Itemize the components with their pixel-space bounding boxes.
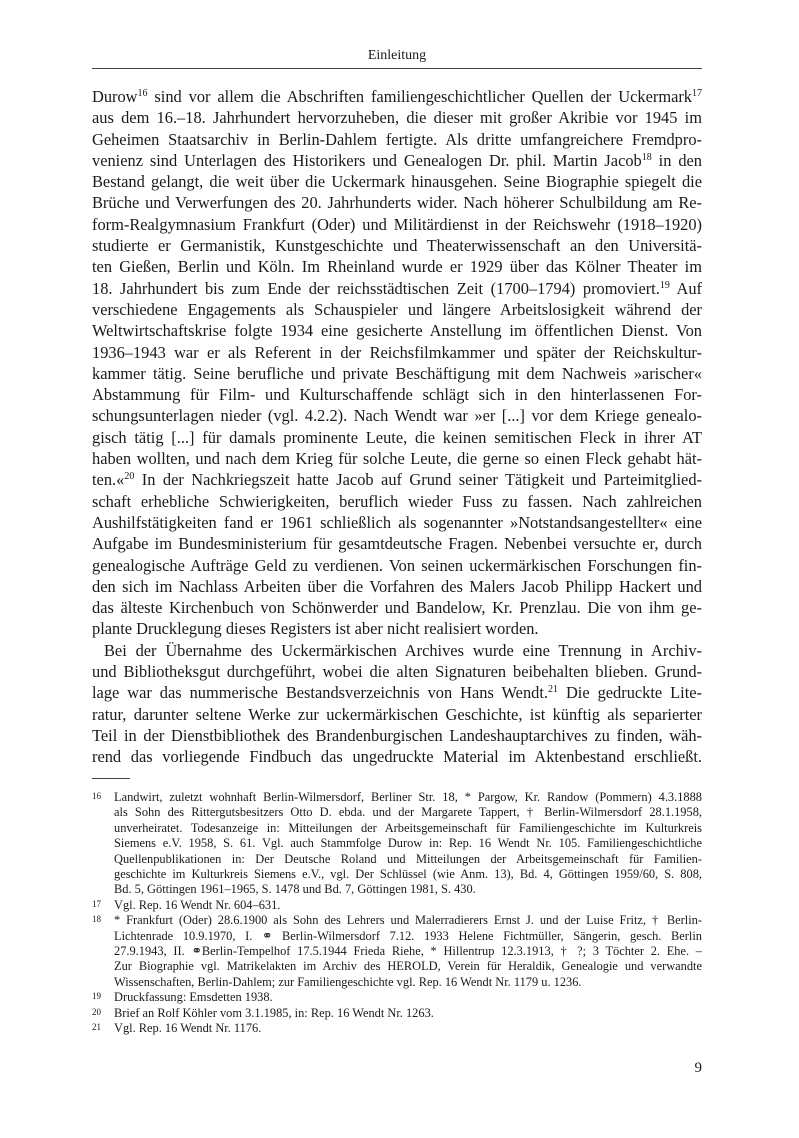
footnote [92, 913, 702, 990]
body-text-run: Brüche und Verwerfungen des 20. Jahrhunderts wider. Nach höherer Schulbildung am Re- [92, 193, 702, 213]
footnote-line: Bd. 5, Göttingen 1961–1965, S. 1478 und Bd. 7, Göttingen 1981, S. 430. [114, 882, 476, 897]
page-number: 9 [694, 1060, 702, 1076]
body-text [92, 86, 702, 768]
footnote [92, 1021, 702, 1036]
footnote-number: 19 [92, 991, 101, 1002]
body-text-run: schungsunterlagen nieder (vgl. 4.2.2). Nach Wendt war »er [...] vor dem Kriege genealo- [92, 406, 702, 426]
footnote-line: Lichtenrade 10.9.1970, I. ⚭ Berlin-Wilmersdorf 7.12. 1933 Helene Fichtmüller, Sängerin, gesch. Berlin [114, 928, 702, 943]
footnote-line: unverheiratet. Todesanzeige in: Mitteilungen der Arbeitsgemeinschaft für Familiengeschichte im Kulturkreis [114, 820, 702, 835]
footnote-ref: 20 [124, 471, 135, 483]
body-text-run: sind vor allem die Abschriften familiengeschichtlicher Quellen der Uckermark [147, 87, 692, 106]
footnote-line: Landwirt, zuletzt wohnhaft Berlin-Wilmersdorf, Berliner Str. 18, * Pargow, Kr. Randow (Pommern) 4.3.1888 [114, 790, 702, 804]
body-text-run: 18. Jahrhundert bis zum Ende der reichsstädtischen Zeit (1700–1794) promoviert. [92, 278, 660, 298]
footnote-line: Druckfassung: Emsdetten 1938. [114, 990, 273, 1005]
body-line [92, 555, 702, 576]
footnote [92, 898, 702, 913]
body-line [92, 299, 702, 320]
footnote-line: Vgl. Rep. 16 Wendt Nr. 1176. [114, 1021, 262, 1036]
body-line [92, 491, 702, 512]
body-line [92, 640, 702, 661]
footnote-ref: 18 [641, 151, 652, 163]
body-line [92, 704, 702, 725]
body-text-run: Aufgabe im Bundesministerium für gesamtdeutsche Fragen. Nebenbei versuchte er, durch [92, 534, 702, 554]
footnote-rule [92, 778, 130, 779]
body-line [92, 512, 702, 533]
body-text-run: Geheimen Staatsarchiv in Berlin-Dahlem fertigte. Als dritte umfangreichere Fremdpro- [92, 129, 702, 149]
footnote-number: 21 [92, 1022, 101, 1033]
footnote-ref: 19 [659, 279, 670, 291]
body-text-run: 1936–1943 war er als Referent in der Reichsfilmkammer und später der Reichskultur- [92, 342, 702, 362]
body-text-run: studierte er Germanistik, Kunstgeschichte und Theaterwissenschaft an den Universitä- [92, 236, 702, 256]
footnote-line: Vgl. Rep. 16 Wendt Nr. 604–631. [114, 897, 281, 912]
footnote-number: 18 [92, 914, 101, 925]
footnote-line: Quellenpublikationen in: Der Deutsche Roland und Mitteilungen der Arbeitsgemeinschaft für Familien- [114, 851, 702, 866]
body-text-run: In der Nachkriegszeit hatte Jacob auf Grund seiner Tätigkeit und Parteimitglied- [134, 470, 702, 490]
footnote-number: 17 [92, 898, 101, 909]
body-text-run: plante Drucklegung dieses Registers ist aber nicht realisiert worden. [92, 619, 539, 639]
footnote-line: Brief an Rolf Köhler vom 3.1.1985, in: Rep. 16 Wendt Nr. 1263. [114, 1005, 434, 1020]
body-line [92, 214, 702, 235]
footnote-ref: 16 [137, 88, 148, 99]
body-text-run: in den [651, 150, 702, 170]
body-line [92, 150, 702, 171]
body-text-run: den sich im Nachlass Arbeiten über die Vorfahren des Malers Jacob Philipp Hackert und [92, 576, 702, 596]
body-text-run: verschiedene Engagements als Schauspieler und längere Arbeitslosigkeit während der [92, 299, 702, 319]
body-text-run: gisch tätig [...] für damals prominente Leute, die keinen semitischen Fleck in ihrer AT [92, 427, 702, 447]
body-line [92, 405, 702, 426]
footnote-number: 20 [92, 1006, 101, 1017]
body-text-run: Bestand gelangt, die weit über die Uckermark hinausgehen. Seine Biographie spiegelt die [92, 172, 702, 192]
body-line [92, 363, 702, 384]
body-text-run: haben wollten, und nach dem Krieg für solche Leute, die gerne so einen Fleck gehabt hät- [92, 449, 702, 469]
body-line [92, 171, 702, 192]
body-line [92, 746, 702, 767]
footnote-line: Siemens e.V. 1958, S. 61. Vgl. auch Stammfolge Durow in: Rep. 16 Wendt Nr. 105. Familiengeschichtliche [114, 836, 702, 851]
footnote-ref: 21 [547, 684, 558, 696]
footnote [92, 990, 702, 1005]
body-line [92, 278, 702, 299]
body-line [92, 427, 702, 448]
body-line [92, 661, 702, 682]
footnote-line: 27.9.1943, II. ⚭Berlin-Tempelhof 17.5.1944 Frieda Riehe, * Hillentrup 12.3.1913, † ?; 3 Töchter 2. Ehe. – [114, 944, 702, 959]
footnote [92, 1006, 702, 1021]
body-text-run: ratur, darunter seltene Werke zur uckermärkischen Geschichte, ist künftig als separierter [92, 704, 702, 724]
body-text-run: kammer tätig. Seine berufliche und private Beschäftigung mit dem Nachweis »arischer« [92, 363, 702, 383]
body-text-run: schaft erhebliche Schwierigkeiten, beruflich wieder Fuss zu fassen. Nach zahlreichen [92, 491, 702, 511]
body-line [92, 256, 702, 277]
footnote-line: geschichte im Kulturkreis Siemens e.V., vgl. Der Schlüssel (wie Anm. 13), Bd. 4, Göttingen 1959/60, S. 808, [114, 867, 702, 882]
body-text-run: Auf [669, 278, 702, 298]
body-line [92, 597, 702, 618]
body-line [92, 384, 702, 405]
body-text-run: ten Gießen, Berlin und Köln. Im Rheinland wurde er 1929 über das Kölner Theater im [92, 257, 702, 277]
body-text-run: Abstammung für Film- und Kulturschaffende schlägt sich in den hinterlassenen For- [92, 385, 702, 405]
body-line [92, 86, 702, 107]
footnote-line: Wissenschaften, Berlin-Dahlem; zur Familiengeschichte vgl. Rep. 16 Wendt Nr. 1179 u. 1236. [114, 974, 582, 989]
body-text-run: rend das vorliegende Findbuch das ungedruckte Material im Aktenbestand erschließt. [92, 747, 702, 767]
body-line [92, 129, 702, 150]
body-text-run: form-Realgymnasium Frankfurt (Oder) und Militärdienst in der Reichswehr (1918–1920) [92, 214, 702, 234]
body-text-run: lage war das nummerische Bestandsverzeichnis von Hans Wendt. [92, 683, 548, 703]
body-text-run: venienz sind Unterlagen des Historikers und Genealogen Dr. phil. Martin Jacob [92, 150, 642, 170]
footnotes [92, 790, 702, 1037]
footnote [92, 790, 702, 898]
body-text-run: Die gedruckte Lite- [557, 683, 702, 703]
footnote-line: * Frankfurt (Oder) 28.6.1900 als Sohn des Lehrers und Malerradierers Ernst J. und der Luise Fritz, † Berlin- [114, 913, 702, 928]
body-line [92, 533, 702, 554]
body-line [92, 342, 702, 363]
body-text-run: ten.« [92, 470, 125, 490]
body-line [92, 576, 702, 597]
running-title: Einleitung [367, 48, 427, 63]
body-text-run: Bei der Übernahme des Uckermärkischen Archives wurde eine Trennung in Archiv- [104, 640, 702, 660]
body-line [92, 107, 702, 128]
body-text-run: Durow [92, 87, 138, 106]
footnote-line: als Sohn des Rittergutsbesitzers Otto D. ebda. und der Margarete Tappert, † Berlin-Wilmersdorf 28.1.1958, [114, 805, 702, 820]
footnote-ref: 17 [692, 88, 702, 99]
header-rule [92, 68, 702, 69]
body-line [92, 448, 702, 469]
body-text-run: genealogische Aufträge Geld zu verdienen. Von seinen uckermärkischen Forschungen fin- [92, 555, 702, 575]
body-text-run: das älteste Kirchenbuch von Schönwerder und Bandelow, Kr. Prenzlau. Die von ihm ge- [92, 598, 702, 618]
body-text-run: Weltwirtschaftskrise folgte 1934 eine gesicherte Anstellung im öffentlichen Dienst. Von [92, 321, 702, 341]
body-line [92, 320, 702, 341]
body-line [92, 682, 702, 703]
body-text-run: aus dem 16.–18. Jahrhundert hervorzuheben, die dieser mit großer Akribie vor 1945 im [92, 108, 702, 128]
body-text-run: Teil in der Dienstbibliothek des Brandenburgischen Landeshauptarchives zu finden, wäh- [92, 725, 702, 745]
body-line [92, 192, 702, 213]
body-line [92, 618, 702, 639]
body-line [92, 469, 702, 490]
body-text-run: Aushilfstätigkeiten fand er 1961 schließlich als sogenannter »Notstandsangestellter« eine [92, 512, 702, 532]
footnote-line: Zur Biographie vgl. Matrikelakten im Archiv des HEROLD, Verein für Heraldik, Genealogie und verwandte [114, 959, 702, 974]
body-line [92, 235, 702, 256]
body-text-run: und Bibliotheksgut durchgeführt, wobei die alten Signaturen beibehalten blieben. Grund- [92, 662, 702, 682]
footnote-number: 16 [92, 791, 101, 801]
body-line [92, 725, 702, 746]
